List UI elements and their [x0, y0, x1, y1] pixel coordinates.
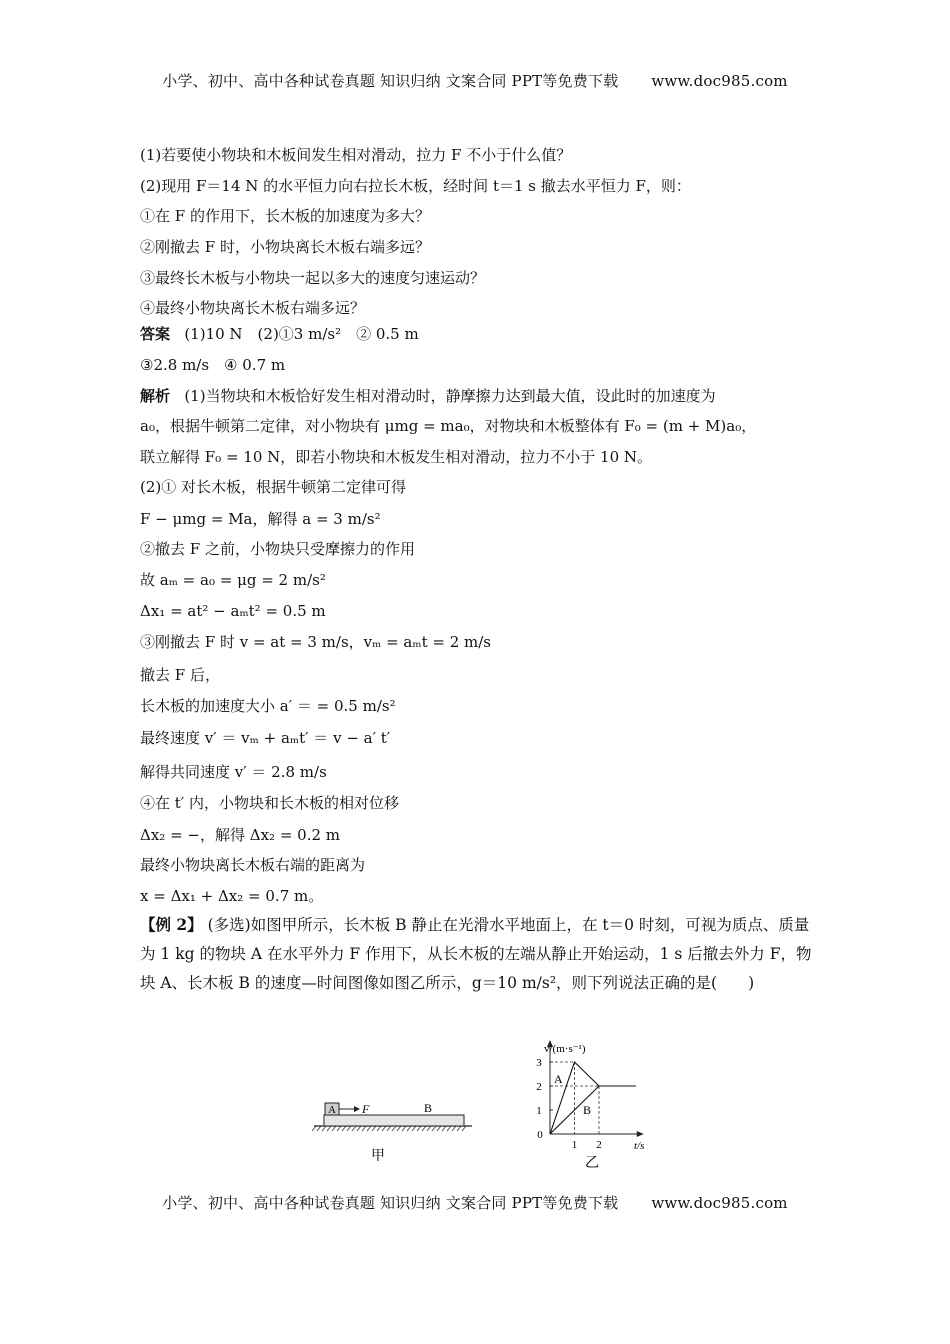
question-2-1: ①在 F 的作用下，长木板的加速度为多大？ [140, 207, 430, 225]
example-2-tag: 【例 2】 [140, 915, 203, 934]
board-b-label: B [424, 1101, 433, 1115]
hatch-mark [392, 1126, 396, 1131]
analysis-text-1: (1)当物块和木板恰好发生相对滑动时，静摩擦力达到最大值，设此时的加速度为 [184, 387, 716, 405]
figure-jia-caption: 甲 [371, 1149, 385, 1164]
hatch-mark [407, 1126, 411, 1131]
hatch-mark [347, 1126, 351, 1131]
hatch-mark [457, 1126, 461, 1131]
header-slogan: 小学、初中、高中各种试卷真题 知识归纳 文案合同 PPT等免费下载 [162, 72, 619, 90]
analysis-line-5: F − μmg = Ma，解得 a = 3 m/s² [140, 510, 381, 528]
hatch-mark [372, 1126, 376, 1131]
hatch-mark [357, 1126, 361, 1131]
question-2-3: ③最终长木板与小物块一起以多大的速度匀速运动？ [140, 269, 486, 287]
x-tick-label: 1 [571, 1139, 578, 1151]
board-b [324, 1115, 464, 1126]
hatch-mark [327, 1126, 331, 1131]
hatch-mark [382, 1126, 386, 1131]
analysis-line-9: ③刚撤去 F 时 v = at = 3 m/s，vₘ = aₘt = 2 m/s [140, 633, 491, 651]
x-axis-arrow [637, 1131, 644, 1137]
hatch-mark [362, 1126, 366, 1131]
hatch-mark [417, 1126, 421, 1131]
question-1: (1)若要使小物块和木板间发生相对滑动，拉力 F 不小于什么值？ [140, 146, 572, 164]
footer-slogan: 小学、初中、高中各种试卷真题 知识归纳 文案合同 PPT等免费下载 [162, 1194, 619, 1212]
figure-jia [300, 1090, 490, 1170]
hatch-mark [422, 1126, 426, 1131]
hatch-mark [332, 1126, 336, 1131]
y-tick-label: 0 [537, 1129, 543, 1141]
analysis-label: 解析 [140, 387, 171, 405]
x-tick-label: 2 [596, 1139, 602, 1151]
analysis-line-11: 长木板的加速度大小 a′ ＝ = 0.5 m/s² [140, 697, 396, 715]
hatch-mark [402, 1126, 406, 1131]
y-tick-label: 2 [536, 1081, 542, 1093]
analysis-line-8: Δx₁ = at² − aₘt² = 0.5 m [140, 602, 326, 620]
analysis-line-13: 解得共同速度 v′ ＝ 2.8 m/s [140, 763, 327, 781]
hatch-mark [312, 1126, 316, 1131]
example-2-text: (多选)如图甲所示，长木板 B 静止在光滑水平地面上，在 t＝0 时刻，可视为质点、质量为 1 kg 的物块 A 在水平外力 F 作用下，从长木板的左端从静止开始运动，1 s 后撤去外力 F，物块 A、长木板 B 的速度—时间图像如图乙所示，g＝10 m/s²，则下列说法正确的是( ) [140, 916, 812, 992]
answer-line-1 [140, 324, 820, 344]
ground-hatch [312, 1126, 466, 1131]
hatch-mark [462, 1126, 466, 1131]
page-footer [0, 1192, 950, 1213]
analysis-line-17: x = Δx₁ + Δx₂ = 0.7 m。 [140, 887, 324, 905]
answer-label: 答案 [140, 325, 171, 343]
hatch-mark [367, 1126, 371, 1131]
hatch-mark [397, 1126, 401, 1131]
page-header [0, 70, 950, 91]
hatch-mark [437, 1126, 441, 1131]
hatch-mark [337, 1126, 341, 1131]
hatch-mark [452, 1126, 456, 1131]
header-site: www.doc985.com [651, 72, 788, 90]
x-axis-label: t/s [634, 1140, 645, 1152]
analysis-line-16: 最终小物块离长木板右端的距离为 [140, 856, 366, 874]
hatch-mark [432, 1126, 436, 1131]
hatch-mark [447, 1126, 451, 1131]
series-line-a [550, 1062, 636, 1134]
analysis-line-4: (2)① 对长木板，根据牛顿第二定律可得 [140, 478, 407, 496]
example-2 [140, 910, 820, 998]
y-tick-label: 1 [536, 1105, 542, 1117]
hatch-mark [317, 1126, 321, 1131]
figure-yi-caption: 乙 [585, 1156, 599, 1171]
force-arrow-head [354, 1106, 360, 1112]
figure-yi-chart [520, 1036, 670, 1172]
block-a-label: A [328, 1104, 336, 1116]
analysis-line-14: ④在 t′ 内，小物块和长木板的相对位移 [140, 794, 399, 812]
hatch-mark [322, 1126, 326, 1131]
series-a-label: A [554, 1072, 563, 1086]
hatch-mark [342, 1126, 346, 1131]
series-b-label: B [583, 1103, 592, 1117]
answer-line-2: ③2.8 m/s ④ 0.7 m [140, 356, 286, 374]
question-2-2: ②刚撤去 F 时，小物块离长木板右端多远？ [140, 238, 430, 256]
hatch-mark [387, 1126, 391, 1131]
hatch-mark [377, 1126, 381, 1131]
analysis-line-12: 最终速度 v′ ＝ vₘ + aₘt′ ＝ v − a′ t′ [140, 729, 391, 747]
hatch-mark [427, 1126, 431, 1131]
analysis-line-10: 撤去 F 后， [140, 666, 220, 684]
y-axis-label: v/(m·s⁻¹) [544, 1043, 586, 1055]
hatch-mark [352, 1126, 356, 1131]
analysis-line-2: a₀，根据牛顿第二定律，对小物块有 μmg = ma₀，对物块和木板整体有 F₀ = (m + M)a₀， [140, 417, 757, 435]
footer-site: www.doc985.com [651, 1194, 788, 1212]
series-line-b [550, 1086, 636, 1134]
analysis-line-15: Δx₂ = −，解得 Δx₂ = 0.2 m [140, 826, 341, 844]
hatch-mark [442, 1126, 446, 1131]
answer-text-1: (1)10 N (2)①3 m/s² ② 0.5 m [184, 325, 419, 343]
question-2-4: ④最终小物块离长木板右端多远？ [140, 299, 366, 317]
y-tick-label: 3 [536, 1057, 542, 1069]
analysis-line-1 [140, 386, 820, 406]
analysis-line-3: 联立解得 F₀ = 10 N，即若小物块和木板发生相对滑动，拉力不小于 10 N。 [140, 448, 653, 466]
force-label: F [362, 1102, 370, 1116]
analysis-line-7: 故 aₘ = a₀ = μg = 2 m/s² [140, 571, 326, 589]
question-2: (2)现用 F＝14 N 的水平恒力向右拉长木板，经时间 t＝1 s 撤去水平恒力 F，则： [140, 177, 691, 195]
analysis-line-6: ②撤去 F 之前，小物块只受摩擦力的作用 [140, 540, 415, 558]
hatch-mark [412, 1126, 416, 1131]
